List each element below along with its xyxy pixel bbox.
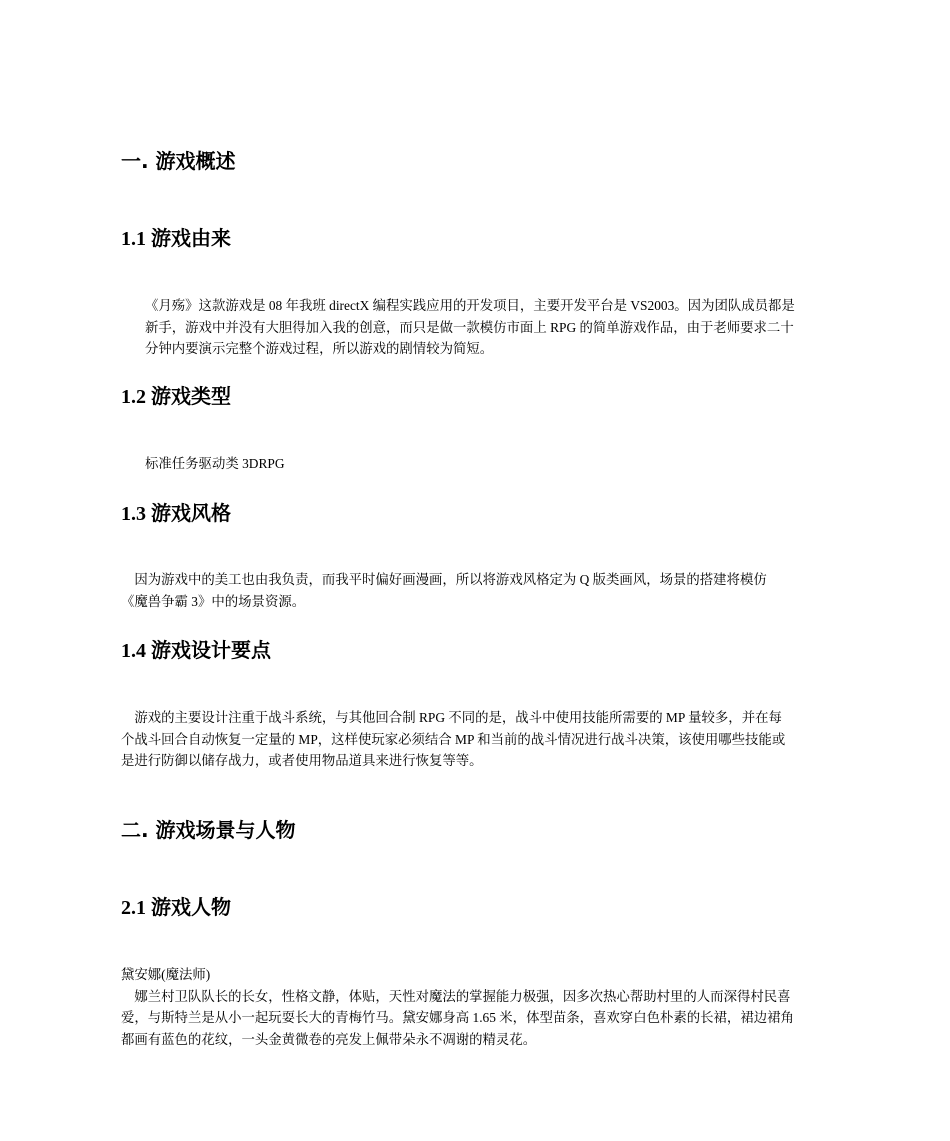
section-1-2-heading: 1.2 游戏类型 (121, 386, 231, 408)
paragraph-line: 游戏的主要设计注重于战斗系统，与其他回合制 RPG 不同的是，战斗中使用技能所需要的 MP 量较多，并在每 (121, 710, 782, 725)
section-2-1-heading: 2.1 游戏人物 (121, 897, 231, 919)
paragraph-line: 爱，与斯特兰是从小一起玩耍长大的青梅竹马。黛安娜身高 1.65 米，体型苗条，喜欢穿白色朴素的长裙，裙边裙角 (121, 1010, 794, 1025)
paragraph-line: 都画有蓝色的花纹，一头金黄微卷的亮发上佩带朵永不凋谢的精灵花。 (121, 1031, 537, 1047)
paragraph-line: 《魔兽争霸 3》中的场景资源。 (121, 593, 306, 609)
character-name: 黛安娜(魔法师) (121, 967, 211, 982)
paragraph-line: 分钟内要演示完整个游戏过程，所以游戏的剧情较为简短。 (145, 341, 494, 356)
section-1-3-paragraph (121, 569, 831, 612)
paragraph-line: 因为游戏中的美工也由我负责，而我平时偏好画漫画，所以将游戏风格定为 Q 版类画风，场景的搭建将模仿 (121, 572, 767, 587)
section-1-1-heading: 1.1 游戏由来 (121, 228, 231, 250)
paragraph-line: 是进行防御以储存战力，或者使用物品道具来进行恢复等等。 (121, 753, 483, 768)
paragraph-line: 个战斗回合自动恢复一定量的 MP，这样使玩家必须结合 MP 和当前的战斗情况进行战斗决策，该使用哪些技能或 (121, 731, 786, 747)
section-1-2-paragraph (145, 453, 831, 475)
section-1-title: 一. 游戏概述 (121, 149, 236, 173)
section-2-1-paragraph (121, 964, 831, 1050)
paragraph-line: 新手，游戏中并没有大胆得加入我的创意，而只是做一款模仿市面上 RPG 的简单游戏作品，由于老师要求二十 (145, 319, 794, 335)
section-1-4-heading: 1.4 游戏设计要点 (121, 640, 271, 662)
section-1-3-heading: 1.3 游戏风格 (121, 503, 231, 525)
section-2-title: 二. 游戏场景与人物 (121, 818, 296, 842)
section-1-4-paragraph (121, 707, 831, 772)
paragraph-line: 《月殇》这款游戏是 08 年我班 directX 编程实践应用的开发项目，主要开发平台是 VS2003。因为团队成员都是 (145, 298, 795, 313)
section-1-1-paragraph (145, 295, 831, 360)
paragraph-line: 娜兰村卫队队长的长女，性格文静，体贴，天性对魔法的掌握能力极强，因多次热心帮助村里的人而深得村民喜 (121, 988, 791, 1004)
paragraph-line: 标准任务驱动类 3DRPG (145, 456, 285, 471)
